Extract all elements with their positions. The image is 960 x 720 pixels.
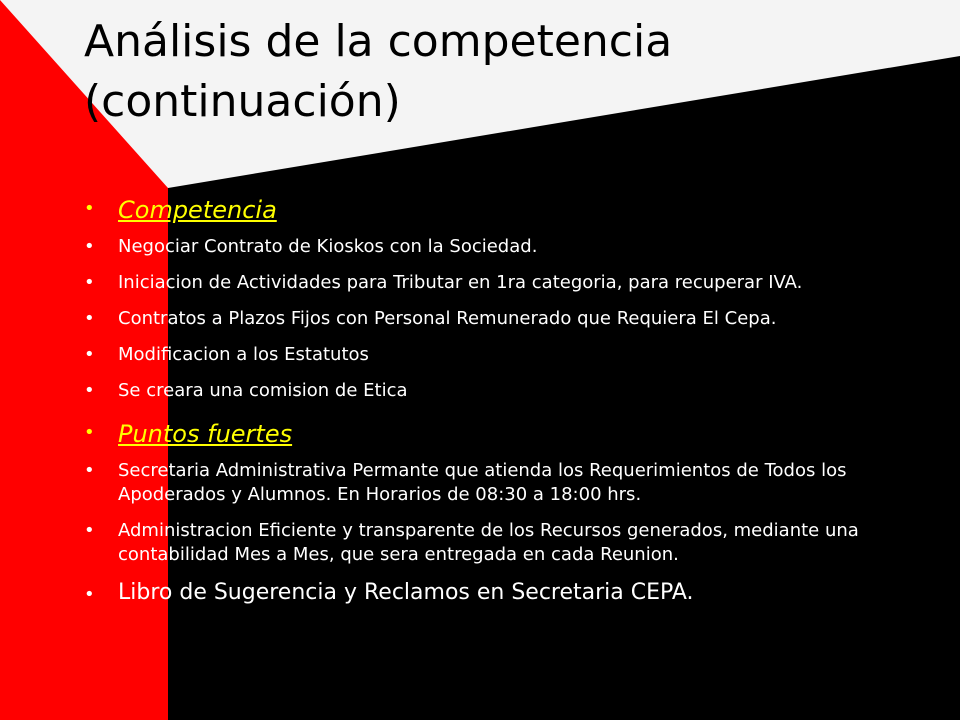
bullet-icon: •	[84, 422, 95, 443]
list-item	[84, 307, 954, 331]
bullet-icon: •	[84, 308, 95, 329]
bullet-icon: •	[84, 380, 95, 401]
item-text: Se creara una comision de Etica	[118, 380, 408, 401]
item-text: Administracion Eficiente y transparente de los Recursos generados, mediante una contabilidad Mes a Mes, que sera entregada en cada Reunion.	[118, 520, 859, 565]
bullet-icon: •	[84, 460, 95, 481]
bullet-icon: •	[84, 344, 95, 365]
item-text: Libro de Sugerencia y Reclamos en Secretaria CEPA.	[118, 580, 694, 605]
list-item	[84, 459, 954, 507]
item-text: Secretaria Administrativa Permante que atienda los Requerimientos de Todos los Apoderados y Alumnos. En Horarios de 08:30 a 18:00 hrs.	[118, 460, 847, 505]
title-line-2: (continuación)	[84, 76, 401, 127]
bullet-icon: •	[84, 520, 95, 541]
puntos-fuertes-link[interactable]: Puntos fuertes	[118, 420, 293, 448]
list-item	[84, 235, 954, 259]
title-line-1: Análisis de la competencia	[84, 16, 673, 67]
list-item	[84, 343, 954, 367]
item-text: Iniciacion de Actividades para Tributar en 1ra categoria, para recuperar IVA.	[118, 272, 803, 293]
item-text: Negociar Contrato de Kioskos con la Sociedad.	[118, 236, 538, 257]
bullet-icon: •	[84, 198, 95, 219]
item-text: Contratos a Plazos Fijos con Personal Remunerado que Requiera El Cepa.	[118, 308, 777, 329]
section-heading-competencia	[84, 195, 954, 225]
bullet-icon: •	[84, 272, 95, 293]
bullet-icon: •	[84, 584, 95, 605]
competencia-link[interactable]: Competencia	[118, 196, 277, 224]
section-heading-puntos-fuertes	[84, 419, 954, 449]
item-text: Modificacion a los Estatutos	[118, 344, 369, 365]
closing-list-item	[84, 579, 954, 607]
bullet-icon: •	[84, 236, 95, 257]
slide-title	[84, 12, 944, 132]
bullet-list	[84, 195, 954, 607]
list-item	[84, 519, 954, 567]
list-item	[84, 271, 954, 295]
list-item	[84, 379, 954, 403]
